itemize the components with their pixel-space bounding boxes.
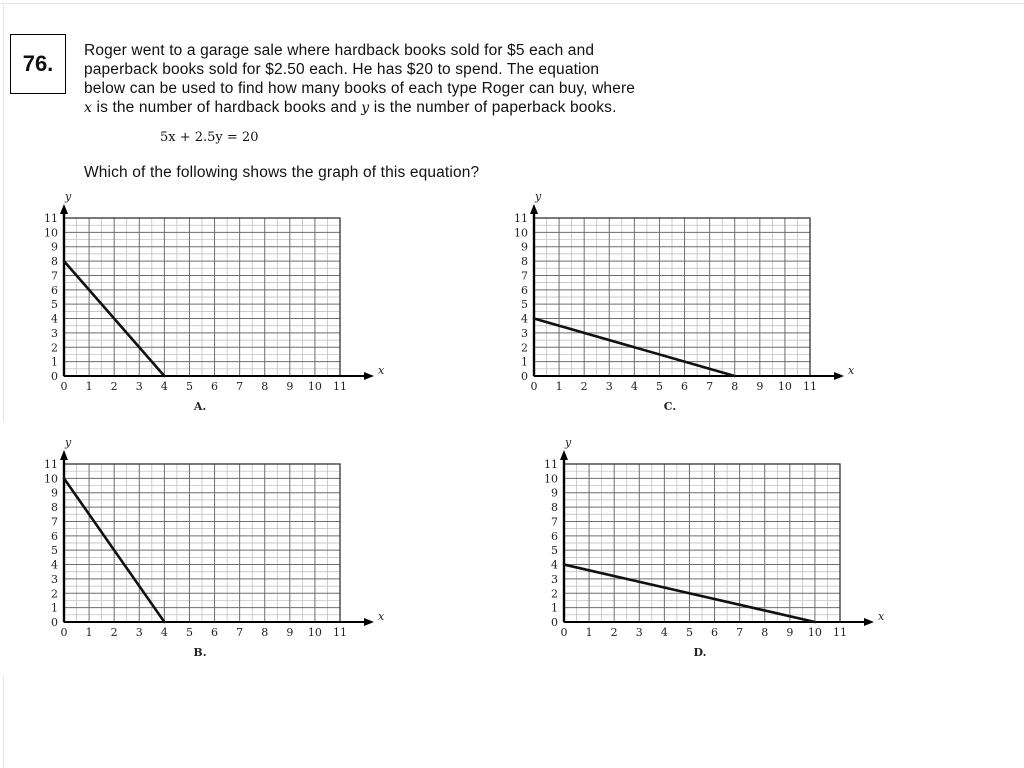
x-tick-label: 8 <box>261 626 269 639</box>
y-tick-label: 3 <box>51 326 58 340</box>
y-tick-label: 7 <box>51 515 58 529</box>
x-tick-label: 8 <box>731 380 739 393</box>
variable-y: y <box>361 100 370 116</box>
graph-option-c[interactable] <box>490 190 870 420</box>
x-axis-arrow-icon <box>364 618 374 626</box>
y-tick-label: 1 <box>551 601 558 615</box>
y-tick-label: 11 <box>44 212 58 225</box>
x-tick-label: 9 <box>756 380 764 393</box>
x-tick-label: 5 <box>685 626 693 639</box>
x-tick-label: 4 <box>660 626 668 639</box>
x-tick-label: 10 <box>807 626 822 639</box>
page-left-border-lower <box>3 676 4 768</box>
question-text-line-4-mid: is the number of hardback books and <box>92 99 362 116</box>
x-tick-label: 3 <box>635 626 643 639</box>
y-tick-label: 11 <box>544 458 558 471</box>
x-tick-label: 4 <box>160 626 168 639</box>
x-tick-label: 3 <box>135 380 143 393</box>
x-tick-label: 7 <box>736 626 744 639</box>
x-tick-label: 2 <box>610 626 618 639</box>
x-tick-label: 7 <box>236 626 244 639</box>
page-left-border <box>3 4 4 422</box>
y-tick-label: 6 <box>521 283 528 297</box>
y-tick-label: 0 <box>521 370 528 383</box>
question-text-line-4 <box>84 99 617 117</box>
x-tick-label: 5 <box>185 626 193 639</box>
y-tick-label: 7 <box>521 269 528 283</box>
y-tick-label: 3 <box>521 326 528 340</box>
x-tick-label: 4 <box>630 380 638 393</box>
y-tick-label: 7 <box>51 269 58 283</box>
y-axis-label: y <box>65 436 72 449</box>
y-tick-label: 9 <box>551 486 558 500</box>
y-tick-label: 0 <box>551 616 558 629</box>
y-tick-label: 8 <box>51 255 58 269</box>
x-tick-label: 6 <box>211 626 219 639</box>
question-text-line-2: paperback books sold for $2.50 each. He has $20 to spend. The equation <box>84 61 600 78</box>
x-tick-label: 9 <box>786 626 794 639</box>
y-tick-label: 10 <box>44 472 58 486</box>
x-tick-label: 2 <box>580 380 588 393</box>
x-tick-label: 1 <box>85 626 93 639</box>
y-tick-label: 3 <box>551 572 558 586</box>
x-axis-label: x <box>378 610 385 623</box>
x-tick-label: 0 <box>530 380 538 393</box>
y-tick-label: 8 <box>51 501 58 515</box>
y-tick-label: 9 <box>51 240 58 254</box>
x-axis-label: x <box>848 364 855 377</box>
x-tick-label: 2 <box>110 626 118 639</box>
x-tick-label: 1 <box>555 380 563 393</box>
y-tick-label: 2 <box>521 341 528 355</box>
x-tick-label: 3 <box>135 626 143 639</box>
y-tick-label: 3 <box>51 572 58 586</box>
equation: 5x + 2.5y = 20 <box>160 130 259 145</box>
question-text-line-4-end: is the number of paperback books. <box>369 99 617 116</box>
y-tick-label: 5 <box>521 298 528 312</box>
y-axis-arrow-icon <box>60 204 68 214</box>
y-tick-label: 1 <box>51 601 58 615</box>
x-tick-label: 11 <box>803 380 817 393</box>
y-tick-label: 11 <box>44 458 58 471</box>
y-tick-label: 8 <box>521 255 528 269</box>
y-tick-label: 0 <box>51 616 58 629</box>
y-tick-label: 5 <box>551 544 558 558</box>
x-tick-label: 7 <box>236 380 244 393</box>
y-tick-label: 10 <box>44 226 58 240</box>
x-tick-label: 10 <box>777 380 792 393</box>
y-axis-label: y <box>535 190 542 203</box>
x-axis-arrow-icon <box>834 372 844 380</box>
x-tick-label: 6 <box>681 380 689 393</box>
y-tick-label: 9 <box>521 240 528 254</box>
y-axis-arrow-icon <box>60 450 68 460</box>
question-text-line-3: below can be used to find how many books of each type Roger can buy, where <box>84 80 636 97</box>
y-tick-label: 8 <box>551 501 558 515</box>
y-tick-label: 2 <box>51 341 58 355</box>
y-tick-label: 6 <box>51 529 58 543</box>
y-tick-label: 4 <box>551 558 558 572</box>
question-text-line-1: Roger went to a garage sale where hardback books sold for $5 each and <box>84 42 595 59</box>
x-tick-label: 6 <box>211 380 219 393</box>
y-tick-label: 2 <box>551 587 558 601</box>
graph-option-b[interactable] <box>20 436 400 666</box>
y-tick-label: 2 <box>51 587 58 601</box>
y-tick-label: 5 <box>51 298 58 312</box>
x-tick-label: 5 <box>655 380 663 393</box>
y-axis-label: y <box>65 190 72 203</box>
question-number: 76. <box>22 51 54 76</box>
x-tick-label: 10 <box>307 626 322 639</box>
y-tick-label: 4 <box>521 312 528 326</box>
page-top-border <box>0 3 1024 4</box>
x-tick-label: 2 <box>110 380 118 393</box>
y-tick-label: 10 <box>514 226 528 240</box>
x-tick-label: 10 <box>307 380 322 393</box>
y-tick-label: 0 <box>51 370 58 383</box>
y-tick-label: 6 <box>51 283 58 297</box>
x-tick-label: 0 <box>60 626 68 639</box>
question-prompt: Which of the following shows the graph of this equation? <box>84 164 480 181</box>
x-tick-label: 4 <box>160 380 168 393</box>
y-tick-label: 5 <box>51 544 58 558</box>
y-tick-label: 9 <box>51 486 58 500</box>
x-tick-label: 8 <box>761 626 769 639</box>
option-label: A. <box>193 400 207 413</box>
x-tick-label: 1 <box>85 380 93 393</box>
x-tick-label: 3 <box>605 380 613 393</box>
y-tick-label: 4 <box>51 312 58 326</box>
x-tick-label: 11 <box>833 626 847 639</box>
x-tick-label: 11 <box>333 626 347 639</box>
y-axis-label: y <box>565 436 572 449</box>
y-tick-label: 6 <box>551 529 558 543</box>
x-axis-arrow-icon <box>364 372 374 380</box>
question-number-box <box>10 34 66 94</box>
x-tick-label: 1 <box>585 626 593 639</box>
variable-x: x <box>84 100 93 116</box>
y-tick-label: 11 <box>514 212 528 225</box>
x-tick-label: 5 <box>185 380 193 393</box>
y-tick-label: 1 <box>51 355 58 369</box>
option-label: B. <box>193 646 207 659</box>
x-tick-label: 6 <box>711 626 719 639</box>
x-tick-label: 0 <box>60 380 68 393</box>
y-tick-label: 7 <box>551 515 558 529</box>
option-label: C. <box>663 400 677 413</box>
x-axis-label: x <box>878 610 885 623</box>
x-tick-label: 9 <box>286 380 294 393</box>
x-tick-label: 9 <box>286 626 294 639</box>
option-label: D. <box>693 646 707 659</box>
y-tick-label: 10 <box>544 472 558 486</box>
y-tick-label: 1 <box>521 355 528 369</box>
x-axis-arrow-icon <box>864 618 874 626</box>
x-tick-label: 7 <box>706 380 714 393</box>
x-tick-label: 0 <box>560 626 568 639</box>
x-tick-label: 11 <box>333 380 347 393</box>
y-tick-label: 4 <box>51 558 58 572</box>
y-axis-arrow-icon <box>560 450 568 460</box>
x-tick-label: 8 <box>261 380 269 393</box>
y-axis-arrow-icon <box>530 204 538 214</box>
graph-option-d[interactable] <box>520 436 900 666</box>
graph-option-a[interactable] <box>20 190 400 420</box>
x-axis-label: x <box>378 364 385 377</box>
